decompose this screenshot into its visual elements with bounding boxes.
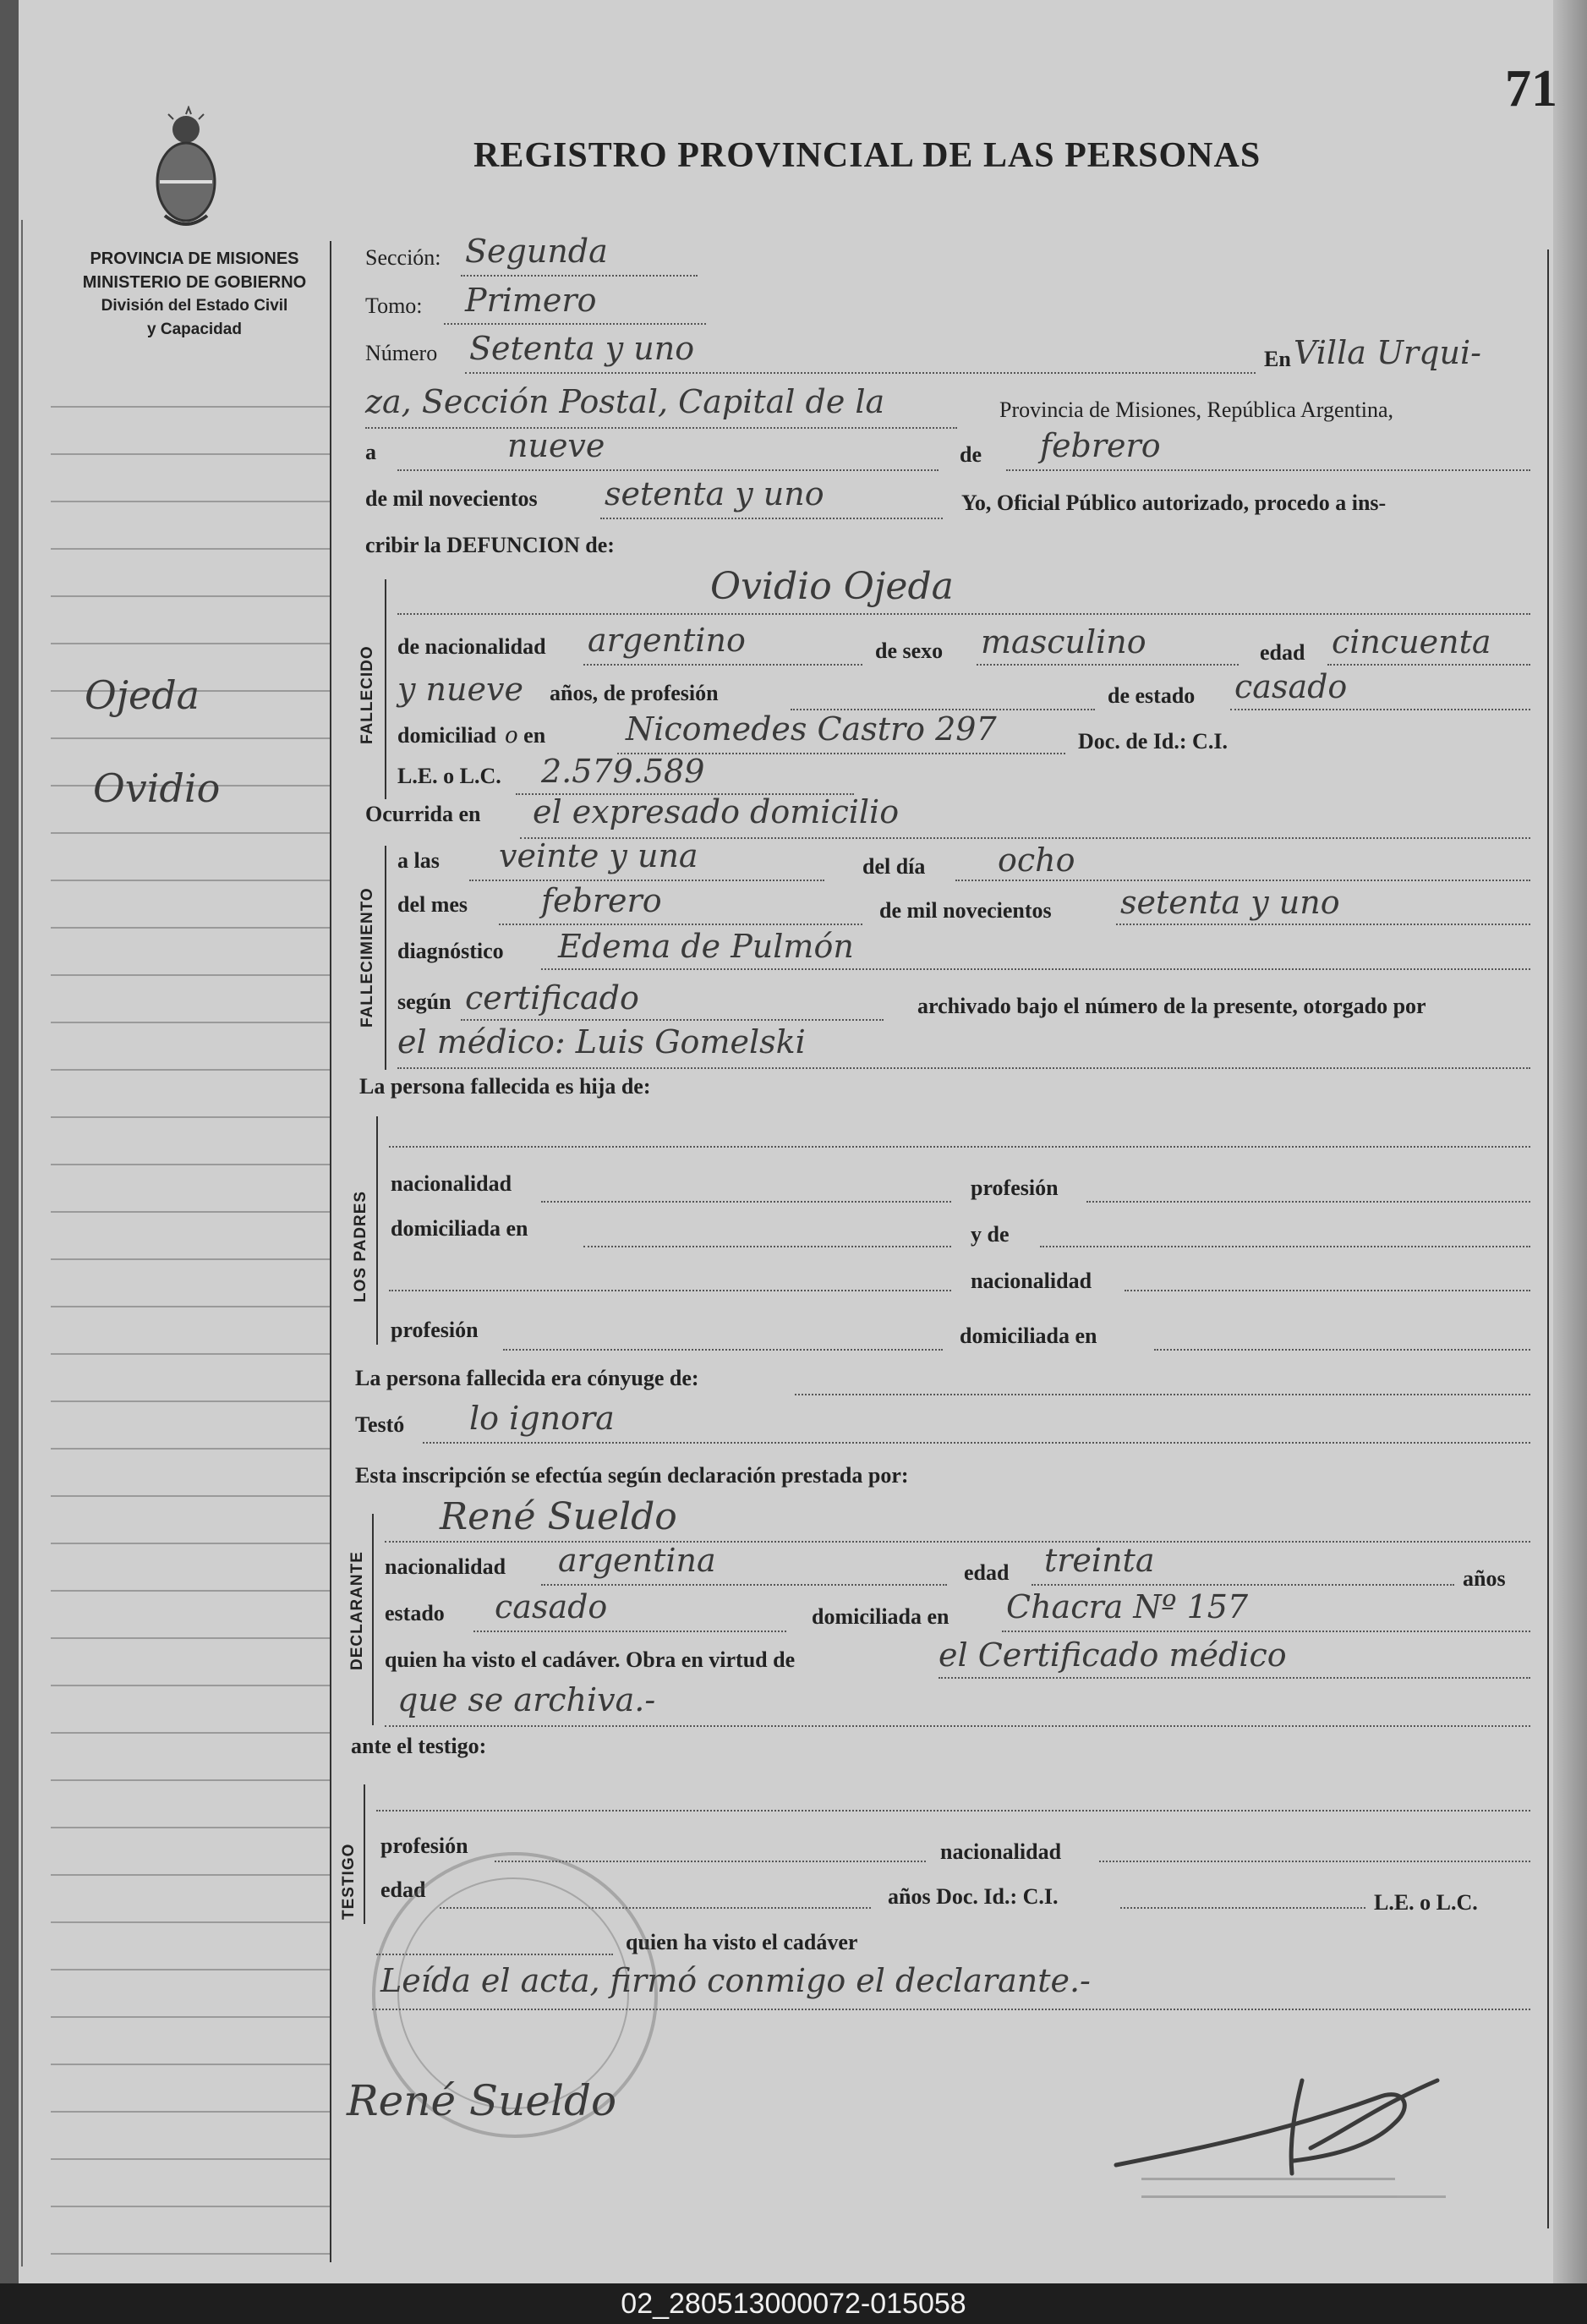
margin-rule-line bbox=[51, 737, 330, 739]
rule bbox=[977, 664, 1239, 666]
label-d-edad: edad bbox=[964, 1560, 1010, 1585]
label-cribir-text: cribir la bbox=[365, 533, 441, 557]
margin-rule-line bbox=[51, 643, 330, 644]
value-edad-cont: y nueve bbox=[397, 671, 523, 708]
value-hora: veinte y una bbox=[499, 837, 698, 874]
value-edad: cincuenta bbox=[1332, 623, 1491, 660]
margin-rule-line bbox=[51, 1685, 330, 1686]
margin-rule-line bbox=[51, 1495, 330, 1497]
rule bbox=[1086, 1201, 1530, 1203]
margin-rule-line bbox=[51, 1400, 330, 1402]
label-seccion: Sección: bbox=[365, 245, 441, 270]
rule bbox=[1230, 709, 1530, 710]
label-del-dia: del día bbox=[862, 854, 926, 879]
section-bracket bbox=[376, 1116, 378, 1345]
rule bbox=[397, 1067, 1530, 1069]
margin-rule-line bbox=[51, 1543, 330, 1544]
rule bbox=[1120, 1907, 1365, 1909]
margin-rule-line bbox=[51, 832, 330, 834]
rule bbox=[389, 1146, 1530, 1148]
margin-rule-line bbox=[51, 1637, 330, 1639]
label-p-nacionalidad: nacionalidad bbox=[391, 1171, 512, 1196]
frame-right bbox=[1547, 249, 1549, 2228]
label-en2: en bbox=[523, 723, 546, 748]
label-d-domiciliada: domiciliada en bbox=[812, 1604, 949, 1629]
side-label-padres: LOS PADRES bbox=[352, 1190, 369, 1302]
margin-rule-line bbox=[51, 595, 330, 597]
margin-rule-line bbox=[51, 1069, 330, 1071]
label-t-le: L.E. o L.C. bbox=[1374, 1890, 1478, 1915]
label-de-mil: de mil novecientos bbox=[365, 486, 538, 511]
scan-identifier: 02_280513000072-015058 bbox=[0, 2283, 1587, 2324]
label-de: de bbox=[960, 442, 982, 467]
section-bracket bbox=[385, 579, 386, 799]
margin-rule-line bbox=[51, 2111, 330, 2113]
rule bbox=[385, 1541, 1530, 1543]
label-archivado: archivado bajo el número de la presente, otorgado por bbox=[917, 994, 1426, 1018]
rule bbox=[499, 924, 862, 925]
label-d-quien: quien ha visto el cadáver. Obra en virtud de bbox=[385, 1647, 796, 1672]
margin-rule-line bbox=[51, 2016, 330, 2018]
margin-rule-line bbox=[51, 1164, 330, 1165]
rule bbox=[1099, 1861, 1530, 1862]
rule bbox=[1006, 469, 1530, 471]
margin-note-name: Ovidio bbox=[93, 765, 221, 811]
label-hija-de: La persona fallecida es hija de: bbox=[359, 1074, 651, 1099]
margin-rule-line bbox=[51, 1448, 330, 1450]
value-d-nacionalidad: argentina bbox=[558, 1542, 716, 1579]
page-number: 71 bbox=[1505, 60, 1557, 118]
margin-rule-line bbox=[51, 1779, 330, 1781]
label-t-nacionalidad: nacionalidad bbox=[940, 1839, 1062, 1864]
rule bbox=[541, 1201, 951, 1203]
value-dia: nueve bbox=[507, 427, 605, 464]
rule bbox=[1032, 1584, 1454, 1586]
label-le-lc: L.E. o L.C. bbox=[397, 764, 501, 788]
label-p-profesion2: profesión bbox=[391, 1318, 479, 1342]
rule bbox=[583, 1246, 951, 1247]
margin-rule-line bbox=[51, 453, 330, 455]
value-obra: el Certificado médico bbox=[939, 1636, 1287, 1674]
rule bbox=[541, 1584, 947, 1586]
rule bbox=[385, 1725, 1530, 1727]
rule bbox=[1327, 664, 1530, 666]
office-line: MINISTERIO DE GOBIERNO bbox=[82, 273, 307, 292]
label-del-mes: del mes bbox=[397, 892, 468, 917]
label-conyuge: La persona fallecida era cónyuge de: bbox=[355, 1366, 699, 1390]
section-bracket bbox=[385, 846, 386, 1070]
margin-rule-line bbox=[51, 1969, 330, 1970]
label-testo: Testó bbox=[355, 1412, 405, 1437]
margin-rule-line bbox=[51, 1258, 330, 1260]
label-nacionalidad: de nacionalidad bbox=[397, 634, 546, 659]
rule bbox=[461, 275, 698, 277]
margin-border bbox=[21, 220, 23, 2266]
rule bbox=[461, 1019, 884, 1021]
margin-rule-line bbox=[51, 1921, 330, 1923]
rule bbox=[423, 1442, 1530, 1444]
label-t-edad: edad bbox=[380, 1877, 426, 1902]
margin-rule-line bbox=[51, 501, 330, 502]
office-line: y Capacidad bbox=[147, 321, 242, 338]
label-anos-profesion: años, de profesión bbox=[550, 681, 719, 705]
label-a: a bbox=[365, 440, 376, 464]
label-p-profesion: profesión bbox=[971, 1176, 1059, 1200]
label-provincia: Provincia de Misiones, República Argentina, bbox=[999, 397, 1393, 422]
rule bbox=[541, 968, 1530, 970]
office-line: División del Estado Civil bbox=[101, 297, 288, 315]
section-bracket bbox=[372, 1514, 374, 1725]
value-numero: Setenta y uno bbox=[469, 330, 695, 367]
signature-declarante: René Sueldo bbox=[347, 2076, 617, 2125]
value-seccion: Segunda bbox=[465, 233, 608, 270]
value-obra-cont: que se archiva.- bbox=[397, 1681, 656, 1718]
value-medico: el médico: Luis Gomelski bbox=[397, 1023, 806, 1061]
rule bbox=[1116, 924, 1530, 925]
value-mes: febrero bbox=[1040, 427, 1161, 464]
section-bracket bbox=[364, 1784, 365, 1924]
label-t-quien: quien ha visto el cadáver bbox=[626, 1930, 858, 1954]
official-stamp-ring-icon bbox=[397, 1877, 629, 2109]
value-estado: casado bbox=[1234, 668, 1348, 705]
label-p-domiciliada2: domiciliada en bbox=[960, 1324, 1097, 1348]
margin-rule-line bbox=[51, 1306, 330, 1307]
label-d-nacionalidad: nacionalidad bbox=[385, 1554, 506, 1579]
value-d-estado: casado bbox=[495, 1588, 608, 1625]
margin-rule-line bbox=[51, 1211, 330, 1213]
page-edge bbox=[1553, 0, 1587, 2283]
margin-rule-line bbox=[51, 1874, 330, 1876]
value-anio: setenta y uno bbox=[605, 475, 824, 512]
value-localidad: Villa Urqui- bbox=[1294, 334, 1481, 371]
label-edad: edad bbox=[1260, 640, 1305, 665]
margin-note-surname: Ojeda bbox=[85, 672, 200, 718]
rule bbox=[397, 613, 1530, 615]
label-p-yde: y de bbox=[971, 1222, 1010, 1247]
label-d-estado: estado bbox=[385, 1601, 445, 1625]
margin-rule-line bbox=[51, 927, 330, 929]
label-numero: Número bbox=[365, 341, 438, 365]
label-de-mil2: de mil novecientos bbox=[879, 898, 1052, 923]
office-line: PROVINCIA DE MISIONES bbox=[90, 249, 299, 268]
label-t-anos: años Doc. Id.: C.I. bbox=[888, 1884, 1059, 1909]
label-domiciliado bbox=[397, 723, 545, 748]
side-label-fallecimiento: FALLECIMIENTO bbox=[358, 887, 376, 1028]
rule bbox=[1040, 1246, 1530, 1247]
value-ocurrida: el expresado domicilio bbox=[533, 793, 900, 830]
value-testo: lo ignora bbox=[469, 1400, 615, 1437]
rule bbox=[1125, 1290, 1530, 1291]
rule bbox=[376, 1810, 1530, 1812]
value-declarante: René Sueldo bbox=[440, 1495, 677, 1538]
rule bbox=[939, 1677, 1530, 1679]
value-cierre: Leída el acta, firmó conmigo el declarante.- bbox=[380, 1962, 1091, 1999]
value-d-domicilio: Chacra Nº 157 bbox=[1006, 1588, 1249, 1625]
value-anio-fallecimiento: setenta y uno bbox=[1120, 884, 1340, 921]
value-domicilio: Nicomedes Castro 297 bbox=[626, 710, 997, 748]
margin-rule-line bbox=[51, 2206, 330, 2207]
value-domiciliado-suffix: o bbox=[505, 723, 518, 748]
value-nombre: Ovidio Ojeda bbox=[710, 565, 954, 608]
label-p-domiciliada: domiciliada en bbox=[391, 1216, 528, 1241]
value-dia-fallecimiento: ocho bbox=[998, 841, 1075, 879]
value-le: 2.579.589 bbox=[541, 753, 705, 790]
label-defuncion: DEFUNCION bbox=[446, 533, 580, 557]
margin-rule-line bbox=[51, 406, 330, 408]
value-nacionalidad: argentino bbox=[588, 622, 746, 659]
label-segun: según bbox=[397, 989, 451, 1014]
margin-rule-line bbox=[51, 1590, 330, 1592]
rule bbox=[600, 518, 943, 519]
rule bbox=[503, 1349, 943, 1351]
label-estado: de estado bbox=[1108, 683, 1196, 708]
value-lugar: za, Sección Postal, Capital de la bbox=[365, 383, 885, 420]
label-ocurrida: Ocurrida en bbox=[365, 802, 481, 826]
value-mes-fallecimiento: febrero bbox=[541, 882, 662, 919]
rule bbox=[365, 427, 957, 429]
margin-rule-line bbox=[51, 1353, 330, 1355]
label-doc: Doc. de Id.: C.I. bbox=[1078, 729, 1228, 754]
label-ante: ante el testigo: bbox=[351, 1734, 487, 1758]
label-d-anos: años bbox=[1463, 1566, 1506, 1591]
margin-rule-line bbox=[51, 548, 330, 550]
value-sexo: masculino bbox=[981, 623, 1146, 660]
margin-rule-line bbox=[51, 2158, 330, 2160]
label-cribir bbox=[365, 533, 615, 558]
value-diagnostico: Edema de Pulmón bbox=[558, 928, 854, 965]
label-domiciliad: domiciliad bbox=[397, 723, 497, 748]
official-seal-smudge-icon bbox=[1141, 2165, 1463, 2224]
label-en: En bbox=[1264, 347, 1291, 371]
label-de-colon: de: bbox=[585, 533, 615, 557]
label-a-las: a las bbox=[397, 848, 440, 873]
rule bbox=[473, 1631, 786, 1632]
value-tomo: Primero bbox=[465, 282, 597, 319]
label-t-profesion: profesión bbox=[380, 1833, 468, 1858]
side-label-fallecido: FALLECIDO bbox=[358, 645, 376, 744]
margin-rule-line bbox=[51, 880, 330, 881]
margin-rule-line bbox=[51, 2253, 330, 2255]
label-diagnostico: diagnóstico bbox=[397, 939, 504, 963]
label-p-nacionalidad2: nacionalidad bbox=[971, 1269, 1092, 1293]
rule bbox=[389, 1290, 951, 1291]
margin-rule-line bbox=[51, 1732, 330, 1734]
book-binding bbox=[0, 0, 19, 2283]
rule bbox=[795, 1394, 1530, 1395]
margin-rule-line bbox=[51, 2064, 330, 2065]
issuing-office bbox=[47, 247, 342, 342]
rule bbox=[397, 469, 939, 471]
rule bbox=[583, 664, 862, 666]
margin-rule-line bbox=[51, 1116, 330, 1118]
rule bbox=[1002, 1631, 1530, 1632]
rule bbox=[955, 880, 1530, 881]
coat-of-arms-icon bbox=[148, 106, 224, 233]
margin-rule-line bbox=[51, 1022, 330, 1023]
margin-rule-line bbox=[51, 974, 330, 976]
value-segun: certificado bbox=[465, 979, 639, 1017]
side-label-testigo: TESTIGO bbox=[340, 1843, 358, 1920]
side-label-declarante: DECLARANTE bbox=[348, 1551, 366, 1670]
label-tomo: Tomo: bbox=[365, 293, 423, 318]
label-inscripcion: Esta inscripción se efectúa según declaración prestada por: bbox=[355, 1463, 909, 1488]
margin-divider bbox=[330, 241, 331, 2262]
label-yo-oficial: Yo, Oficial Público autorizado, procedo a ins- bbox=[961, 491, 1387, 515]
rule bbox=[444, 323, 706, 325]
rule bbox=[1154, 1349, 1530, 1351]
value-d-edad: treinta bbox=[1044, 1542, 1155, 1579]
document-title: REGISTRO PROVINCIAL DE LAS PERSONAS bbox=[473, 136, 1261, 175]
rule bbox=[469, 880, 824, 881]
rule bbox=[465, 372, 1256, 374]
label-sexo: de sexo bbox=[875, 639, 944, 663]
margin-rule-line bbox=[51, 1827, 330, 1828]
